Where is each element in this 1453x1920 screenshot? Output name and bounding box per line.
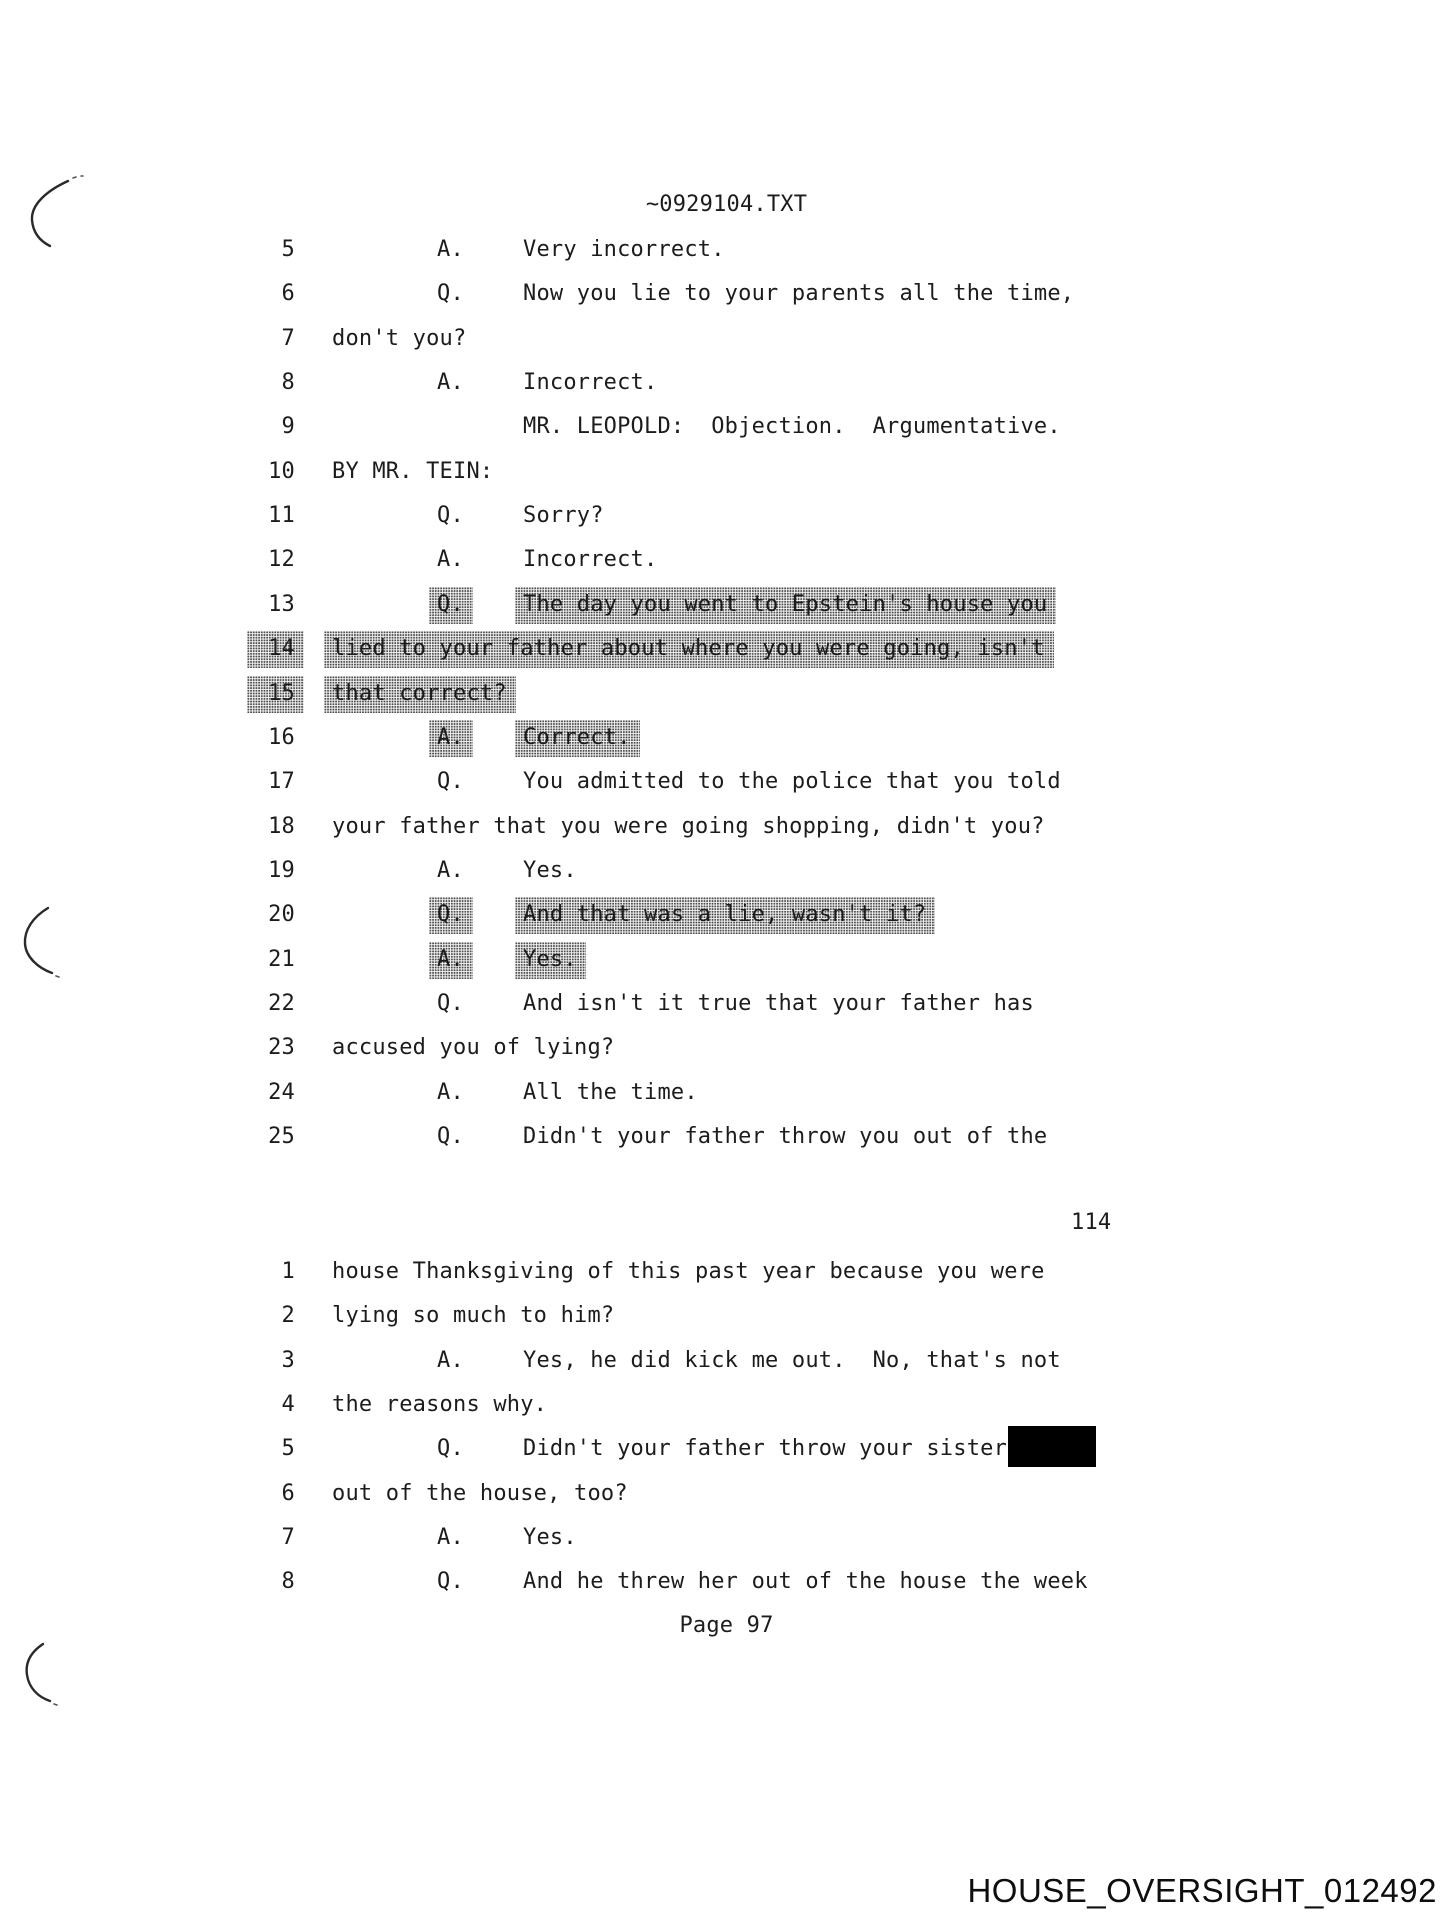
line-text: Yes. (523, 857, 577, 883)
line-number: 25 (268, 1124, 295, 1149)
line-number: 2 (281, 1303, 295, 1329)
qa-label: Q. (437, 990, 464, 1016)
binding-curl-bottom (27, 1644, 50, 1701)
line-number: 23 (268, 1035, 295, 1061)
transcript-line (0, 1391, 1453, 1423)
line-number: 1 (281, 1259, 295, 1284)
line-number: 24 (268, 1079, 295, 1105)
line-text: And that was a lie, wasn't it? (515, 897, 935, 934)
line-number: 6 (281, 281, 295, 307)
qa-label: A. (437, 1347, 464, 1373)
line-text: house Thanksgiving of this past year because you were (332, 1259, 1045, 1284)
line-number: 5 (281, 1436, 295, 1462)
transcript-line (0, 1123, 1453, 1155)
transcript-line (0, 591, 1453, 623)
transcript-line (0, 1480, 1453, 1512)
line-text: And he threw her out of the house the week (523, 1569, 1088, 1595)
transcript-line (0, 502, 1453, 534)
line-number: 10 (268, 458, 295, 484)
line-text: your father that you were going shopping, didn't you? (332, 813, 1045, 839)
line-number: 20 (268, 902, 295, 928)
line-text: Correct. (515, 720, 640, 757)
transcript-line (0, 325, 1453, 357)
qa-label: A. (437, 370, 464, 396)
line-number: 11 (268, 503, 295, 529)
redaction-box (1008, 1426, 1096, 1467)
qa-label: A. (437, 237, 464, 262)
transcript-line (0, 724, 1453, 756)
line-text: Yes. (515, 942, 586, 979)
line-number: 4 (281, 1391, 295, 1417)
line-number: 12 (268, 547, 295, 573)
qa-label: Q. (429, 587, 473, 624)
transcript-line (0, 1568, 1453, 1600)
line-number: 3 (281, 1347, 295, 1373)
line-text: Very incorrect. (523, 237, 725, 262)
line-text: And isn't it true that your father has (523, 990, 1034, 1016)
line-text: Yes. (523, 1524, 577, 1550)
line-text: the reasons why. (332, 1391, 548, 1417)
bates-number: HOUSE_OVERSIGHT_012492 (967, 1872, 1437, 1909)
transcript-line (0, 813, 1453, 845)
line-text: Incorrect. (523, 370, 658, 396)
qa-label: Q. (437, 1436, 464, 1462)
transcript-line (0, 458, 1453, 490)
qa-label: A. (429, 942, 473, 979)
transcript-line (0, 990, 1453, 1022)
line-number: 14 (247, 631, 304, 668)
line-text: out of the house, too? (332, 1480, 628, 1506)
line-text: lied to your father about where you were going, isn't (324, 631, 1054, 668)
transcript-line (0, 236, 1453, 268)
transcript-line (0, 1435, 1453, 1467)
line-number: 13 (268, 591, 295, 617)
line-number: 17 (268, 769, 295, 795)
line-number: 21 (268, 946, 295, 972)
transcript-line (0, 1347, 1453, 1379)
transcript-line (0, 1524, 1453, 1556)
qa-label: Q. (437, 1569, 464, 1595)
line-text: The day you went to Epstein's house you (515, 587, 1056, 624)
line-number: 7 (281, 1524, 295, 1550)
line-text: that correct? (324, 676, 516, 713)
line-text: BY MR. TEIN: (332, 458, 494, 484)
line-text: Didn't your father throw you out of the (523, 1124, 1048, 1149)
transcript-line (0, 768, 1453, 800)
line-number: 15 (247, 676, 304, 713)
line-text: don't you? (332, 325, 467, 351)
transcript-line (0, 857, 1453, 889)
line-text: Didn't your father throw your sister (523, 1436, 1008, 1462)
qa-label: A. (437, 547, 464, 573)
transcript-line (0, 546, 1453, 578)
qa-label: Q. (437, 281, 464, 307)
qa-label: Q. (437, 769, 464, 795)
line-number: 8 (281, 370, 295, 396)
page-footer: Page 97 (679, 1613, 774, 1638)
line-number: 7 (281, 325, 295, 351)
line-text: MR. LEOPOLD: Objection. Argumentative. (523, 414, 1061, 440)
document-header: ~0929104.TXT (645, 192, 808, 217)
line-text: Now you lie to your parents all the time, (523, 281, 1075, 307)
qa-label: A. (429, 720, 473, 757)
line-number: 19 (268, 857, 295, 883)
line-text: All the time. (523, 1079, 698, 1105)
page-number-right: 114 (1071, 1210, 1112, 1235)
line-number: 9 (281, 414, 295, 440)
qa-label: A. (437, 1524, 464, 1550)
transcript-line (0, 413, 1453, 445)
qa-label: A. (437, 857, 464, 883)
transcript-line (0, 369, 1453, 401)
line-text: Sorry? (523, 503, 604, 529)
transcript-line (0, 1258, 1453, 1290)
line-number: 6 (281, 1480, 295, 1506)
line-number: 16 (268, 724, 295, 750)
transcript-line (0, 280, 1453, 312)
line-text: Yes, he did kick me out. No, that's not (523, 1347, 1061, 1373)
qa-label: Q. (437, 503, 464, 529)
line-text: Incorrect. (523, 547, 658, 573)
transcript-line (0, 680, 1453, 712)
line-number: 5 (281, 237, 295, 262)
line-number: 8 (281, 1569, 295, 1595)
transcript-line (0, 1302, 1453, 1334)
qa-label: Q. (437, 1124, 464, 1149)
line-number: 22 (268, 990, 295, 1016)
transcript-line (0, 1034, 1453, 1066)
qa-label: A. (437, 1079, 464, 1105)
line-text: lying so much to him? (332, 1303, 615, 1329)
transcript-line (0, 635, 1453, 667)
line-number: 18 (268, 813, 295, 839)
line-text: accused you of lying? (332, 1035, 615, 1061)
line-text: You admitted to the police that you told (523, 769, 1061, 795)
transcript-line (0, 946, 1453, 978)
transcript-line (0, 901, 1453, 933)
transcript-line (0, 1079, 1453, 1111)
qa-label: Q. (429, 897, 473, 934)
